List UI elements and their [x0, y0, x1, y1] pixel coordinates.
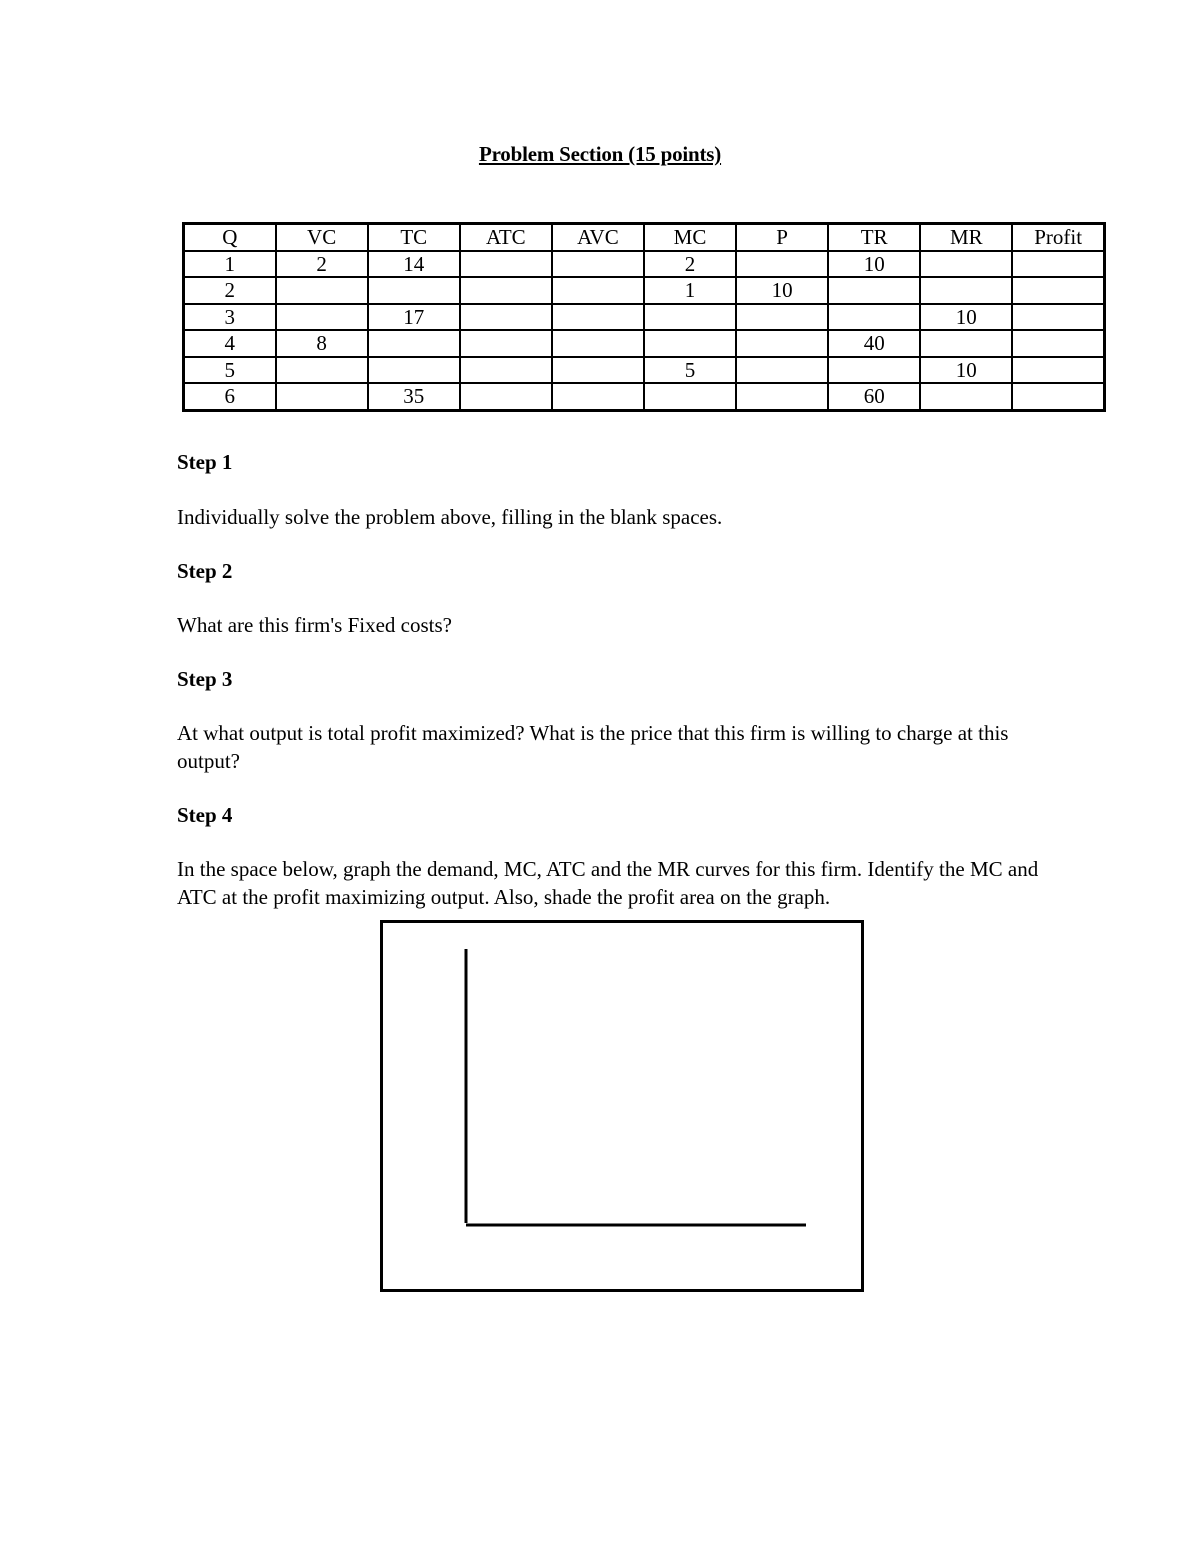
table-cell — [276, 383, 368, 410]
step-heading: Step 4 — [177, 803, 233, 827]
table-row — [184, 357, 1105, 384]
table-cell — [920, 277, 1012, 304]
table-cell — [460, 357, 552, 384]
table-cell — [460, 383, 552, 410]
table-cell: 60 — [828, 383, 920, 410]
table-cell: 14 — [368, 251, 460, 278]
table-row — [184, 330, 1105, 357]
step-3-text-block — [177, 719, 1057, 775]
table-cell: 2 — [184, 277, 276, 304]
table-cell — [1012, 304, 1104, 331]
table-cell — [1012, 251, 1104, 278]
table-cell — [920, 251, 1012, 278]
table-cell: 10 — [736, 277, 828, 304]
table-cell — [368, 330, 460, 357]
table-cell — [828, 304, 920, 331]
table-cell: 4 — [184, 330, 276, 357]
table-cell: 8 — [276, 330, 368, 357]
table-cell — [736, 357, 828, 384]
table-cell: 10 — [828, 251, 920, 278]
table-row — [184, 304, 1105, 331]
table-cell — [552, 357, 644, 384]
table-cell — [460, 251, 552, 278]
table-cell: 10 — [920, 304, 1012, 331]
table-cell — [460, 330, 552, 357]
table-cell — [920, 383, 1012, 410]
table-cell — [552, 330, 644, 357]
cost-table — [182, 222, 1106, 412]
table-cell — [1012, 357, 1104, 384]
table-cell — [828, 277, 920, 304]
step-2-text-block — [177, 611, 1057, 639]
table-row — [184, 277, 1105, 304]
step-heading: Step 3 — [177, 667, 233, 691]
step-text: At what output is total profit maximized? What is the price that this firm is willing to charge at this output? — [177, 721, 1009, 773]
table-cell — [460, 277, 552, 304]
column-header: VC — [276, 224, 368, 251]
table-cell: 6 — [184, 383, 276, 410]
column-header: P — [736, 224, 828, 251]
table-row — [184, 383, 1105, 410]
step-text: In the space below, graph the demand, MC, ATC and the MR curves for this firm. Identify the MC and ATC at the profit maximizing output. Also, shade the profit area on the graph. — [177, 857, 1039, 909]
table-cell — [368, 357, 460, 384]
table-cell — [644, 330, 736, 357]
step-3-section — [177, 665, 1057, 693]
step-heading: Step 2 — [177, 559, 233, 583]
table-cell — [736, 304, 828, 331]
column-header: TC — [368, 224, 460, 251]
column-header: TR — [828, 224, 920, 251]
table-cell — [736, 383, 828, 410]
table-cell: 5 — [644, 357, 736, 384]
column-header: Q — [184, 224, 276, 251]
table-cell — [552, 277, 644, 304]
table-cell — [276, 277, 368, 304]
table-cell — [276, 304, 368, 331]
table-cell — [736, 251, 828, 278]
column-header: ATC — [460, 224, 552, 251]
table-cell: 10 — [920, 357, 1012, 384]
table-cell — [1012, 330, 1104, 357]
graph-answer-box — [380, 920, 864, 1292]
table-cell — [276, 357, 368, 384]
table-cell: 5 — [184, 357, 276, 384]
table-cell: 1 — [184, 251, 276, 278]
table-cell: 1 — [644, 277, 736, 304]
table-cell: 2 — [276, 251, 368, 278]
table-cell — [552, 251, 644, 278]
table-cell — [736, 330, 828, 357]
column-header: MC — [644, 224, 736, 251]
table-cell — [828, 357, 920, 384]
column-header: Profit — [1012, 224, 1104, 251]
table-cell: 40 — [828, 330, 920, 357]
table-cell — [644, 383, 736, 410]
step-4-text-block — [177, 855, 1057, 911]
step-4-section — [177, 801, 1057, 829]
step-text: Individually solve the problem above, filling in the blank spaces. — [177, 505, 723, 529]
blank-graph-axes — [383, 923, 861, 1289]
table-cell — [1012, 277, 1104, 304]
page-title: Problem Section (15 points) — [478, 142, 722, 166]
table-cell — [1012, 383, 1104, 410]
table-header-row — [184, 224, 1105, 251]
step-heading: Step 1 — [177, 450, 233, 474]
step-1-section — [177, 448, 1057, 476]
column-header: MR — [920, 224, 1012, 251]
table-row — [184, 251, 1105, 278]
table-cell — [920, 330, 1012, 357]
step-1-text-block — [177, 503, 1057, 531]
table-cell — [644, 304, 736, 331]
table-cell — [368, 277, 460, 304]
table-cell: 17 — [368, 304, 460, 331]
table-cell — [552, 304, 644, 331]
table-cell: 2 — [644, 251, 736, 278]
column-header: AVC — [552, 224, 644, 251]
step-text: What are this firm's Fixed costs? — [177, 613, 452, 637]
step-2-section — [177, 557, 1057, 585]
table-cell: 3 — [184, 304, 276, 331]
table-cell — [552, 383, 644, 410]
table-cell: 35 — [368, 383, 460, 410]
table-cell — [460, 304, 552, 331]
